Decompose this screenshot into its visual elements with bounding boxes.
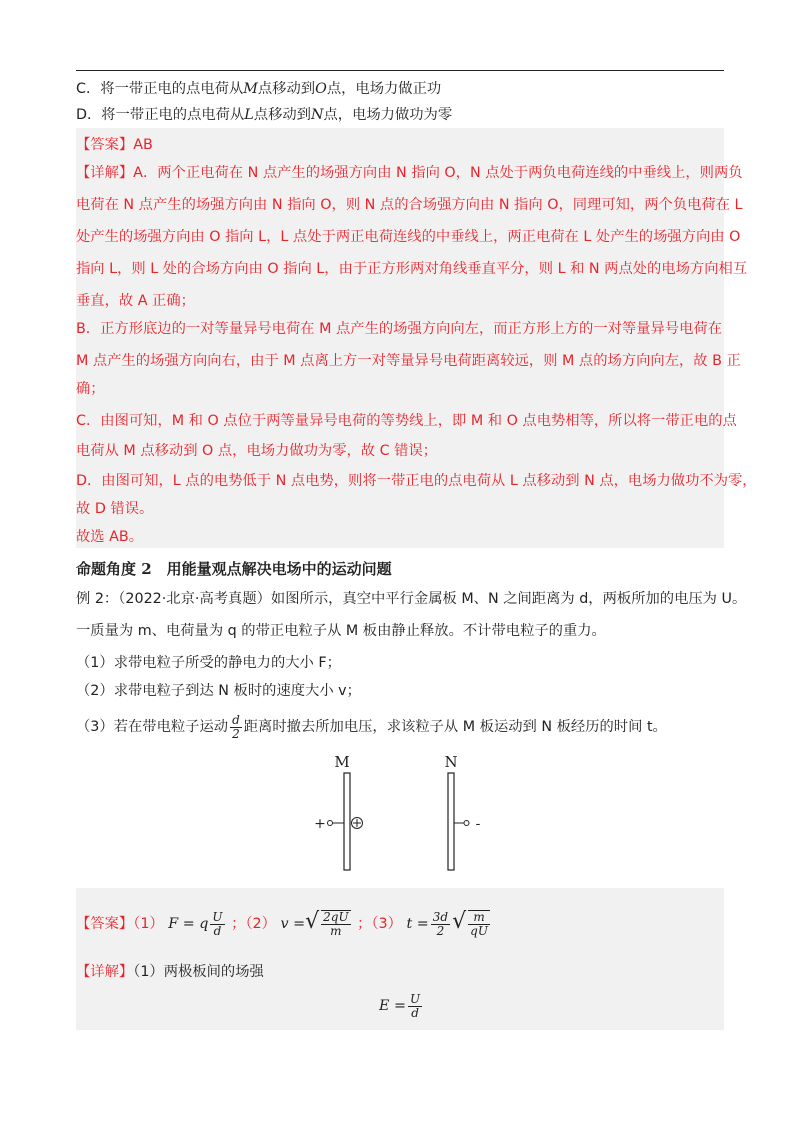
detail-line: 确； [76, 381, 105, 397]
terminal-m [328, 821, 333, 826]
question-3: （3）若在带电粒子运动 $\frac{d}{2}$ 距离时撤去所加电压，求该粒子从 M 板运动到 N 板经历的时间 t。 [76, 712, 667, 741]
terminal-n [464, 821, 469, 826]
detail-line: D．由图可知，L 点的电势低于 N 点电势，则将一带正电的点电荷从 L 点移动到 N 点，电场力做功不为零， [76, 473, 757, 489]
field-formula: E = $\frac{U}{d}$ [379, 991, 421, 1020]
formula-v: v =√ $\frac{2qU}{m}$ [280, 909, 349, 938]
detail-2-line: 【详解】（1）两极板间的场强 [76, 964, 264, 980]
plate-m-label: M [334, 753, 350, 771]
formula-f: F = q $\frac{U}{d}$ [168, 909, 223, 938]
detail-line: 故选 AB。 [76, 529, 144, 545]
detail-line: 电荷从 M 点移动到 O 点，电场力做功为零，故 C 错误； [76, 443, 438, 459]
answer-2-line: 【答案】（1） F = q $\frac{U}{d}$ ；（2） v =√ $\frac{2qU}{m}$ ；（3） t = $\frac{3d}{2}$ √ $\frac{m}{qU}$ [76, 900, 492, 946]
answer-line: 【答案】AB [76, 137, 153, 153]
detail-line: 处产生的场强方向由 O 指向 L，L 点处于两正电荷连线的中垂线上，两正电荷在 L 处产生的场强方向由 O [76, 229, 741, 245]
option-c: C．将一带正电的点电荷从M点移动到O点，电场力做正功 [76, 81, 442, 97]
detail-line: 【详解】A．两个正电荷在 N 点产生的场强方向由 N 指向 O，N 点处于两负电荷连线的中垂线上，则两负 [76, 165, 743, 181]
example-line-1: 例 2：（2022·北京·高考真题）如图所示，真空中平行金属板 M、N 之间距离为 d，两板所加的电压为 U。 [76, 591, 747, 607]
example-line-2: 一质量为 m、电荷量为 q 的带正电粒子从 M 板由静止释放。不计带电粒子的重力。 [76, 623, 606, 639]
detail-line: 垂直，故 A 正确； [76, 293, 195, 309]
answer-box-2 [76, 888, 724, 1030]
capacitor-figure [300, 750, 500, 875]
question-1: （1）求带电粒子所受的静电力的大小 F； [76, 655, 341, 671]
option-d: D．将一带正电的点电荷从L点移动到N点，电场力做功为零 [76, 107, 453, 123]
detail-line: 指向 L，则 L 处的合场方向由 O 指向 L，由于正方形两对角线垂直平分，则 L 和 N 两点处的电场方向相互 [76, 261, 748, 277]
detail-line: 故 D 错误。 [76, 501, 154, 517]
plate-n [448, 773, 454, 870]
formula-t: t = $\frac{3d}{2}$ √ $\frac{m}{qU}$ [406, 909, 488, 938]
plate-m [344, 773, 350, 870]
half-d-fraction: $\frac{d}{2}$ [232, 712, 240, 741]
plate-n-label: N [444, 753, 458, 771]
answer-box-1 [76, 128, 757, 548]
detail-line: C．由图可知，M 和 O 点位于两等量异号电荷的等势线上，即 M 和 O 点电势相等，所以将一带正电的点 [76, 413, 737, 429]
detail-line: M 点产生的场强方向向右，由于 M 点离上方一对等量异号电荷距离较远，则 M 点的场方向向左，故 B 正 [76, 353, 741, 369]
question-2: （2）求带电粒子到达 N 板时的速度大小 v； [76, 683, 361, 699]
detail-line: 电荷在 N 点产生的场强方向由 N 指向 O，则 N 点的合场强方向由 N 指向 O，同理可知，两个负电荷在 L [76, 197, 743, 213]
detail-line: B．正方形底边的一对等量异号电荷在 M 点产生的场强方向向左，而正方形上方的一对等量异号电荷在 [76, 321, 722, 337]
section-heading: 命题角度 2 用能量观点解决电场中的运动问题 [76, 560, 392, 578]
top-rule [76, 70, 724, 71]
negative-terminal: - [475, 816, 481, 832]
positive-terminal: + [314, 816, 326, 832]
